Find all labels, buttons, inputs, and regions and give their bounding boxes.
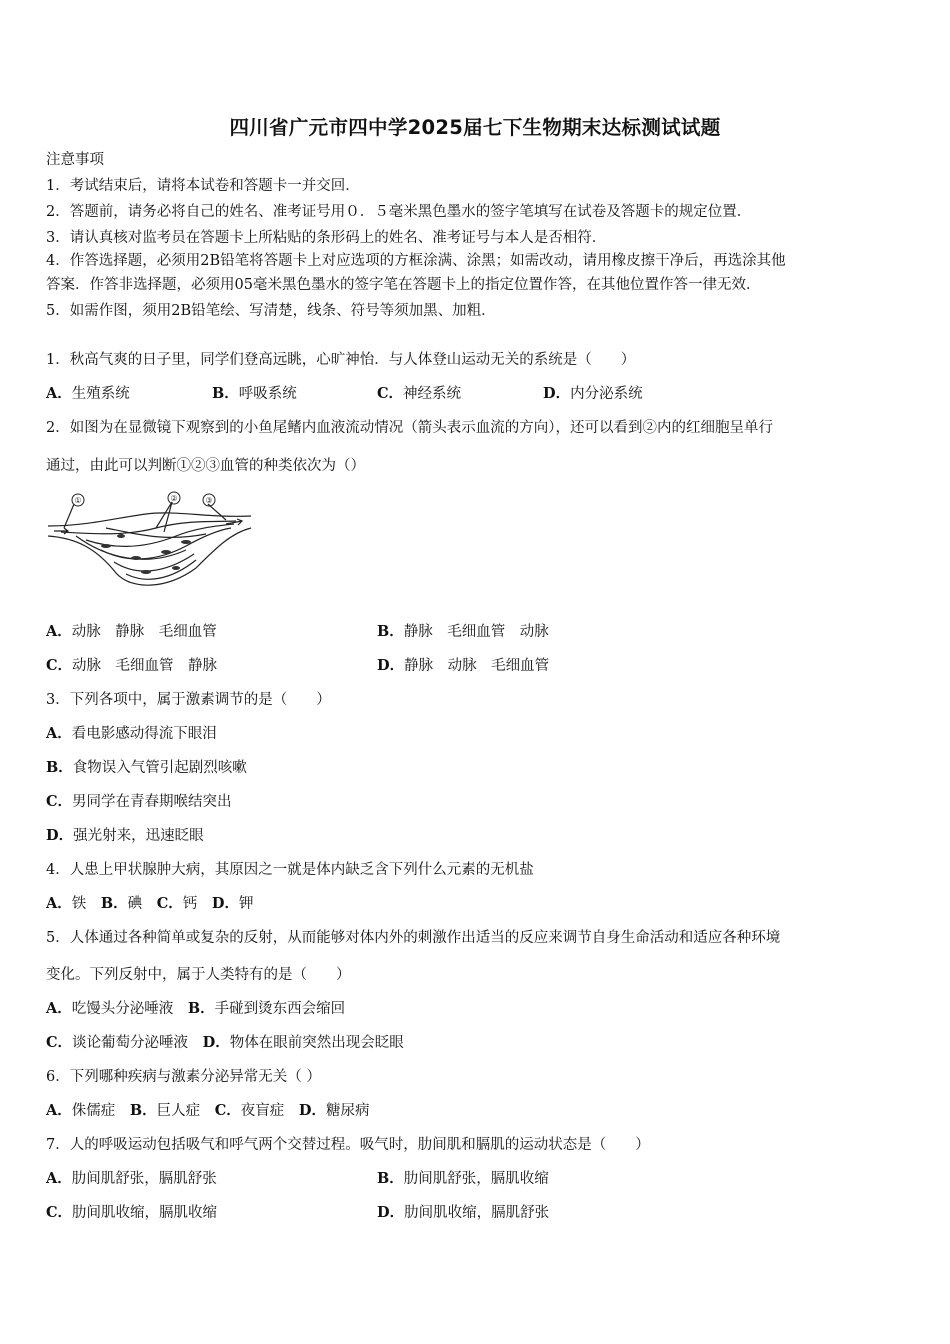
q5-options-cd — [46, 1033, 404, 1053]
q2-option-b-text: 静脉 毛细血管 动脉 — [403, 624, 549, 640]
q1-option-c-text: 神经系统 — [403, 386, 462, 402]
q2-option-c-text: 动脉 毛细血管 静脉 — [72, 658, 218, 674]
notice-item-1: 1．考试结束后，请将本试卷和答题卡一并交回． — [46, 178, 360, 194]
q3-option-d — [46, 826, 204, 846]
q2-option-a-text: 动脉 静脉 毛细血管 — [71, 624, 217, 640]
q4-options — [46, 894, 253, 914]
q2-option-b-letter: B． — [377, 623, 404, 640]
q1-option-d-text: 内分泌系统 — [570, 386, 643, 402]
q3-option-b-letter: B． — [46, 759, 73, 776]
q2-option-b — [377, 622, 549, 642]
q7-option-b-letter: B． — [377, 1170, 404, 1187]
question-6-stem: 6．下列哪种疾病与激素分泌异常无关（ ） — [46, 1069, 321, 1085]
q3-option-c-text: 男同学在青春期喉结突出 — [72, 794, 232, 810]
question-4-stem: 4．人患上甲状腺肿大病，其原因之一就是体内缺乏含下列什么元素的无机盐 — [46, 862, 534, 878]
q3-option-c — [46, 792, 232, 812]
page-title: 四川省广元市四中学2025届七下生物期末达标测试试题 — [229, 116, 721, 139]
q3-option-b — [46, 758, 247, 778]
q7-option-b — [377, 1169, 549, 1189]
q4-option-c-letter: C． — [156, 895, 183, 912]
q1-option-a — [46, 384, 130, 404]
q2-option-c-letter: C． — [46, 657, 73, 674]
q1-option-b-text: 呼吸系统 — [238, 386, 297, 402]
question-3-stem: 3．下列各项中，属于激素调节的是（ ） — [46, 692, 331, 708]
q1-option-a-letter: A． — [46, 385, 72, 402]
q2-option-d-text: 静脉 动脉 毛细血管 — [404, 658, 550, 674]
q3-option-b-text: 食物误入气管引起剧烈咳嗽 — [72, 760, 247, 776]
q5-option-a-text: 吃馒头分泌唾液 — [71, 1001, 174, 1017]
q5-option-c-letter: C． — [46, 1034, 73, 1051]
question-5-stem-line1: 5．人体通过各种简单或复杂的反射，从而能够对体内外的刺激作出适当的反应来调节自身生命活动和适应各种环境 — [46, 930, 781, 946]
q2-option-d-letter: D． — [377, 657, 405, 674]
q2-option-a-letter: A． — [46, 623, 72, 640]
q3-option-c-letter: C． — [46, 793, 73, 810]
q1-option-c — [377, 384, 461, 404]
q6-option-d-letter: D． — [298, 1102, 326, 1119]
question-2-stem-line2: 通过，由此可以判断①②③血管的种类依次为（） — [46, 458, 365, 474]
q6-option-a-text: 侏儒症 — [71, 1103, 116, 1119]
q6-option-b-text: 巨人症 — [156, 1103, 201, 1119]
q7-option-d-letter: D． — [377, 1204, 405, 1221]
notice-item-3: 3．请认真核对监考员在答题卡上所粘贴的条形码上的姓名、准考证号与本人是否相符． — [46, 230, 607, 246]
question-7-stem: 7．人的呼吸运动包括吸气和呼气两个交替过程。吸气时，肋间肌和膈肌的运动状态是（ ） — [46, 1137, 650, 1153]
notice-item-4: 4．作答选择题，必须用2B铅笔将答题卡上对应选项的方框涂满、涂黑；如需改动，请用橡皮擦干净后，再选涂其他 — [46, 253, 786, 269]
q2-option-d — [377, 656, 549, 676]
blood-vessel-figure — [46, 488, 256, 598]
q2-option-c — [46, 656, 217, 676]
q1-option-b — [212, 384, 297, 404]
q1-option-d-letter: D． — [543, 385, 571, 402]
q5-option-b-letter: B． — [187, 1000, 215, 1017]
q3-option-d-text: 强光射来，迅速眨眼 — [73, 828, 204, 844]
q1-option-b-letter: B． — [212, 385, 239, 402]
q5-option-a-letter: A． — [46, 1000, 72, 1017]
q4-option-d-letter: D． — [211, 895, 239, 912]
q7-option-a-letter: A． — [46, 1170, 72, 1187]
q7-option-b-text: 肋间肌舒张，膈肌收缩 — [403, 1171, 549, 1187]
notice-item-5: 5．如需作图，须用2B铅笔绘、写清楚，线条、符号等须加黑、加粗． — [46, 303, 496, 319]
notice-item-4-cont: 答案．作答非选择题，必须用05毫米黑色墨水的签字笔在答题卡上的指定位置作答，在其他位置作答一律无效． — [46, 277, 761, 293]
q5-option-b-text: 手碰到烫东西会缩回 — [214, 1001, 346, 1017]
question-1-stem: 1．秋高气爽的日子里，同学们登高远眺，心旷神怡．与人体登山运动无关的系统是（ ） — [46, 352, 636, 368]
q3-option-a-text: 看电影感动得流下眼泪 — [71, 726, 217, 742]
q6-option-a-letter: A． — [46, 1102, 72, 1119]
q4-option-a-text: 铁 — [71, 896, 87, 912]
question-5-stem-line2: 变化。下列反射中，属于人类特有的是（ ） — [46, 967, 351, 983]
q5-option-c-text: 谈论葡萄分泌唾液 — [72, 1035, 189, 1051]
q7-option-c-text: 肋间肌收缩，膈肌收缩 — [72, 1205, 218, 1221]
q1-option-d — [543, 384, 643, 404]
q6-option-b-letter: B． — [129, 1102, 157, 1119]
q7-option-d-text: 肋间肌收缩，膈肌舒张 — [404, 1205, 550, 1221]
q5-option-d-text: 物体在眼前突然出现会眨眼 — [229, 1035, 404, 1051]
q7-option-a-text: 肋间肌舒张，膈肌舒张 — [71, 1171, 217, 1187]
q4-option-b-letter: B． — [100, 895, 128, 912]
q6-option-c-letter: C． — [214, 1102, 241, 1119]
vessel-outer-bottom — [48, 528, 251, 585]
q7-option-c-letter: C． — [46, 1204, 73, 1221]
q5-option-d-letter: D． — [202, 1034, 230, 1051]
q6-options — [46, 1101, 369, 1121]
notice-item-2: 2．答题前，请务必将自己的姓名、准考证号用０．５毫米黑色墨水的签字笔填写在试卷及答题卡的规定位置． — [46, 204, 752, 220]
q7-option-a — [46, 1169, 217, 1189]
q1-option-a-text: 生殖系统 — [71, 386, 130, 402]
q2-option-a — [46, 622, 217, 642]
figure-label-1: ① — [74, 496, 82, 505]
q3-option-a-letter: A． — [46, 725, 72, 742]
q7-option-c — [46, 1203, 217, 1223]
q7-option-d — [377, 1203, 549, 1223]
q5-options-ab — [46, 999, 345, 1019]
q3-option-a — [46, 724, 217, 744]
q4-option-d-text: 钾 — [238, 896, 254, 912]
figure-label-2: ② — [170, 494, 178, 503]
notice-heading: 注意事项 — [46, 152, 104, 168]
q4-option-c-text: 钙 — [182, 896, 198, 912]
q3-option-d-letter: D． — [46, 827, 74, 844]
q6-option-d-text: 糖尿病 — [325, 1103, 370, 1119]
q1-option-c-letter: C． — [377, 385, 404, 402]
q6-option-c-text: 夜盲症 — [240, 1103, 285, 1119]
question-2-stem-line1: 2．如图为在显微镜下观察到的小鱼尾鳍内血液流动情况（箭头表示血流的方向），还可以看到②内的红细胞呈单行 — [46, 420, 773, 436]
q4-option-b-text: 碘 — [127, 896, 143, 912]
figure-label-3: ③ — [205, 496, 213, 505]
q4-option-a-letter: A． — [46, 895, 72, 912]
